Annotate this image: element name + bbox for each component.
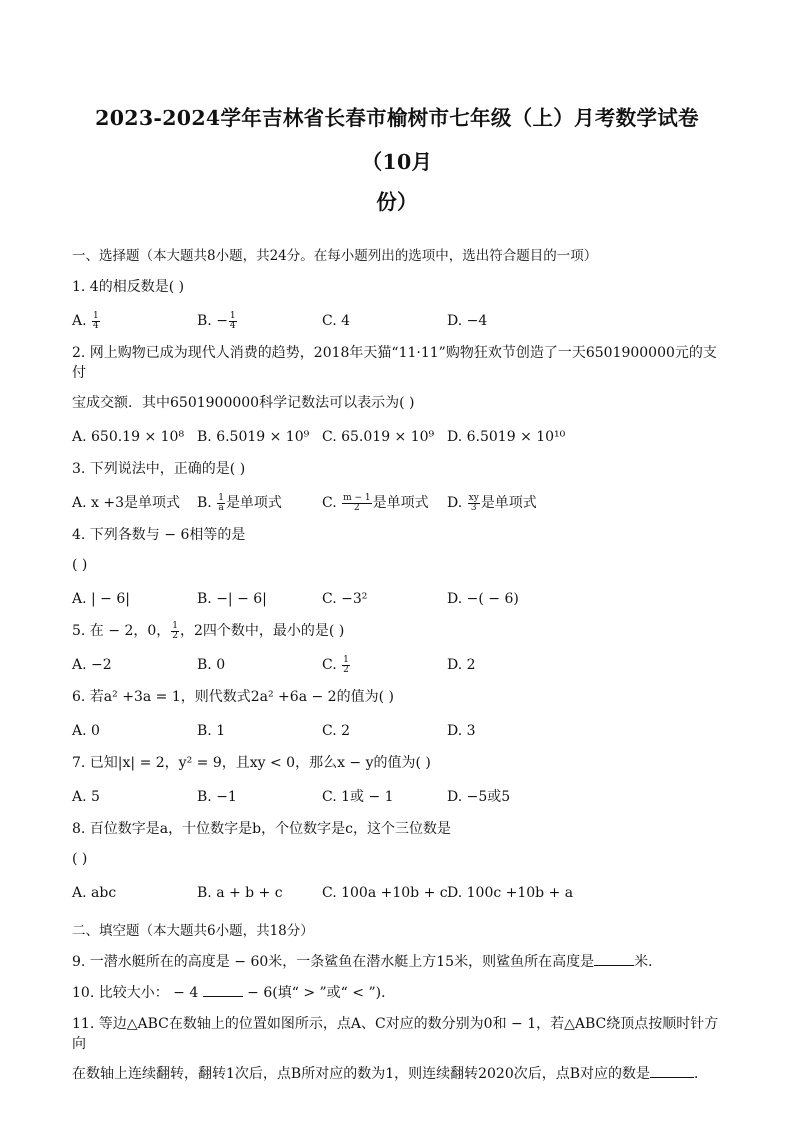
option-a: A. abc — [72, 885, 117, 901]
question-10 — [72, 983, 722, 1003]
option-c: C. 2 — [322, 723, 351, 739]
question-4 — [72, 525, 722, 575]
option-label: B. — [197, 495, 212, 511]
fraction — [217, 494, 225, 513]
option-c: C. 4 — [322, 313, 351, 329]
denominator: 4 — [93, 320, 99, 331]
question-10-tail: − 6(填“ > ”或“ < ”)． — [242, 985, 396, 1001]
option-b: B. −| − 6| — [197, 591, 267, 607]
denominator: 4 — [229, 320, 236, 331]
question-11-tail: ． — [694, 1066, 709, 1082]
question-8 — [72, 819, 722, 869]
option-d: D. 100c +10b + a — [447, 885, 574, 901]
option-b — [197, 493, 322, 513]
option-label: C. — [322, 495, 337, 511]
question-11-cont-text: 在数轴上连续翻转，翻转1次后，点B所对应的数为1，则连续翻转2020次后，点B对应的数是 — [72, 1066, 651, 1082]
question-9-stem: 9. 一潜水艇所在的高度是 − 60米，一条鲨鱼在潜水艇上方15米，则鲨鱼所在高度是 — [72, 954, 595, 970]
question-5-options — [72, 654, 722, 676]
question-2-stem: 2. 网上购物已成为现代人消费的趋势，2018年天猫“11·11”购物狂欢节创造了一天6501900000元的支付 — [72, 345, 717, 381]
option-a: A. 5 — [72, 789, 100, 805]
option-a: A. −2 — [72, 657, 112, 673]
fraction — [171, 622, 179, 641]
title-line-2: 份） — [376, 190, 418, 214]
fraction — [342, 494, 372, 513]
question-9-tail: 米． — [634, 954, 663, 970]
option-b: B. 0 — [197, 657, 226, 673]
option-b: B. 1 — [197, 723, 226, 739]
question-3-options — [72, 492, 722, 514]
numerator: 1 — [343, 654, 349, 665]
question-11-stem-cont — [72, 1064, 722, 1084]
option-a: A. 650.19 × 10⁸ — [72, 429, 185, 445]
option-label: B. − — [197, 313, 228, 329]
option-d: D. 2 — [447, 657, 476, 673]
answer-blank[interactable] — [203, 983, 243, 997]
option-label: D. — [447, 495, 463, 511]
answer-paren: ( ) — [72, 851, 88, 867]
question-6 — [72, 687, 722, 707]
numerator: 1 — [218, 492, 224, 503]
option-c: C. 100a +10b + c — [322, 885, 448, 901]
option-c: C. 1或 − 1 — [322, 789, 394, 805]
question-5 — [72, 621, 722, 641]
denominator: 2 — [343, 664, 349, 675]
option-tail: 是单项式 — [372, 495, 429, 511]
question-7-options — [72, 786, 722, 808]
question-7 — [72, 753, 722, 773]
answer-paren: ( ) — [72, 557, 88, 573]
question-8-options — [72, 882, 722, 904]
question-3-stem: 3. 下列说法中，正确的是( ) — [72, 461, 246, 477]
section-fill-heading: 二、填空题（本大题共6小题，共18分） — [72, 923, 314, 939]
option-tail: 是单项式 — [225, 495, 282, 511]
numerator: m − 1 — [343, 492, 371, 503]
question-2 — [72, 343, 722, 413]
question-11-stem: 11. 等边△ABC在数轴上的位置如图所示，点A、C对应的数分别为0和 − 1，若△ABC绕顶点按顺时针方向 — [72, 1016, 719, 1052]
option-a: A. | − 6| — [72, 591, 130, 607]
option-c: C. −3² — [322, 591, 368, 607]
question-6-options — [72, 720, 722, 742]
page-title — [72, 96, 722, 224]
option-a: A. 0 — [72, 723, 100, 739]
option-a: A. x +3是单项式 — [72, 495, 180, 511]
question-5-stem-b: ，2四个数中，最小的是( ) — [180, 623, 345, 639]
denominator: a — [218, 502, 224, 513]
option-b: B. 6.5019 × 10⁹ — [197, 429, 310, 445]
numerator: 1 — [93, 310, 99, 321]
question-2-options — [72, 426, 722, 448]
numerator: 1 — [229, 310, 236, 321]
question-1 — [72, 277, 722, 297]
denominator: 3 — [470, 502, 477, 513]
numerator: 1 — [172, 620, 178, 631]
question-1-options — [72, 310, 722, 332]
question-4-options — [72, 588, 722, 610]
option-d: D. −5或5 — [447, 789, 511, 805]
option-c — [322, 493, 447, 513]
question-10-stem: 10. 比较大小： − 4 — [72, 985, 199, 1001]
question-2-stem-cont: 宝成交额．其中6501900000科学记数法可以表示为( ) — [72, 395, 415, 411]
question-3 — [72, 459, 722, 479]
option-d — [447, 493, 537, 513]
question-9 — [72, 952, 722, 972]
option-label: C. — [322, 657, 337, 673]
question-6-stem: 6. 若a² +3a = 1，则代数式2a² +6a − 2的值为( ) — [72, 689, 394, 705]
fraction — [468, 494, 480, 513]
question-5-stem-a: 5. 在 − 2，0， — [72, 623, 171, 639]
option-label: A. — [72, 313, 87, 329]
fraction — [342, 656, 350, 675]
denominator: 2 — [354, 502, 360, 513]
section-choice-heading: 一、选择题（本大题共8小题，共24分。在每小题列出的选项中，选出符合题目的一项） — [72, 248, 598, 264]
numerator: xy — [468, 492, 479, 503]
option-a — [72, 311, 197, 331]
question-4-stem: 4. 下列各数与 − 6相等的是 — [72, 527, 246, 543]
fraction — [229, 312, 237, 331]
question-8-stem: 8. 百位数字是a，十位数字是b，个位数字是c，这个三位数是 — [72, 821, 451, 837]
option-b: B. a + b + c — [197, 885, 283, 901]
option-c — [322, 655, 447, 675]
denominator: 2 — [172, 630, 178, 641]
question-11 — [72, 1014, 722, 1084]
option-b — [197, 311, 322, 331]
question-1-stem: 1. 4的相反数是( ) — [72, 279, 185, 295]
answer-blank[interactable] — [594, 952, 634, 966]
option-d: D. −( − 6) — [447, 591, 519, 607]
title-line-1: 2023-2024学年吉林省长春市榆树市七年级（上）月考数学试卷（10月 — [95, 106, 699, 174]
answer-blank[interactable] — [650, 1064, 694, 1078]
option-d: D. 3 — [447, 723, 476, 739]
option-d: D. −4 — [447, 313, 488, 329]
option-c: C. 65.019 × 10⁹ — [322, 429, 435, 445]
option-tail: 是单项式 — [480, 495, 537, 511]
question-7-stem: 7. 已知|x| = 2，y² = 9，且xy < 0，那么x − y的值为( ) — [72, 755, 431, 771]
fraction — [92, 312, 100, 331]
option-b: B. −1 — [197, 789, 237, 805]
option-d: D. 6.5019 × 10¹⁰ — [447, 429, 566, 445]
